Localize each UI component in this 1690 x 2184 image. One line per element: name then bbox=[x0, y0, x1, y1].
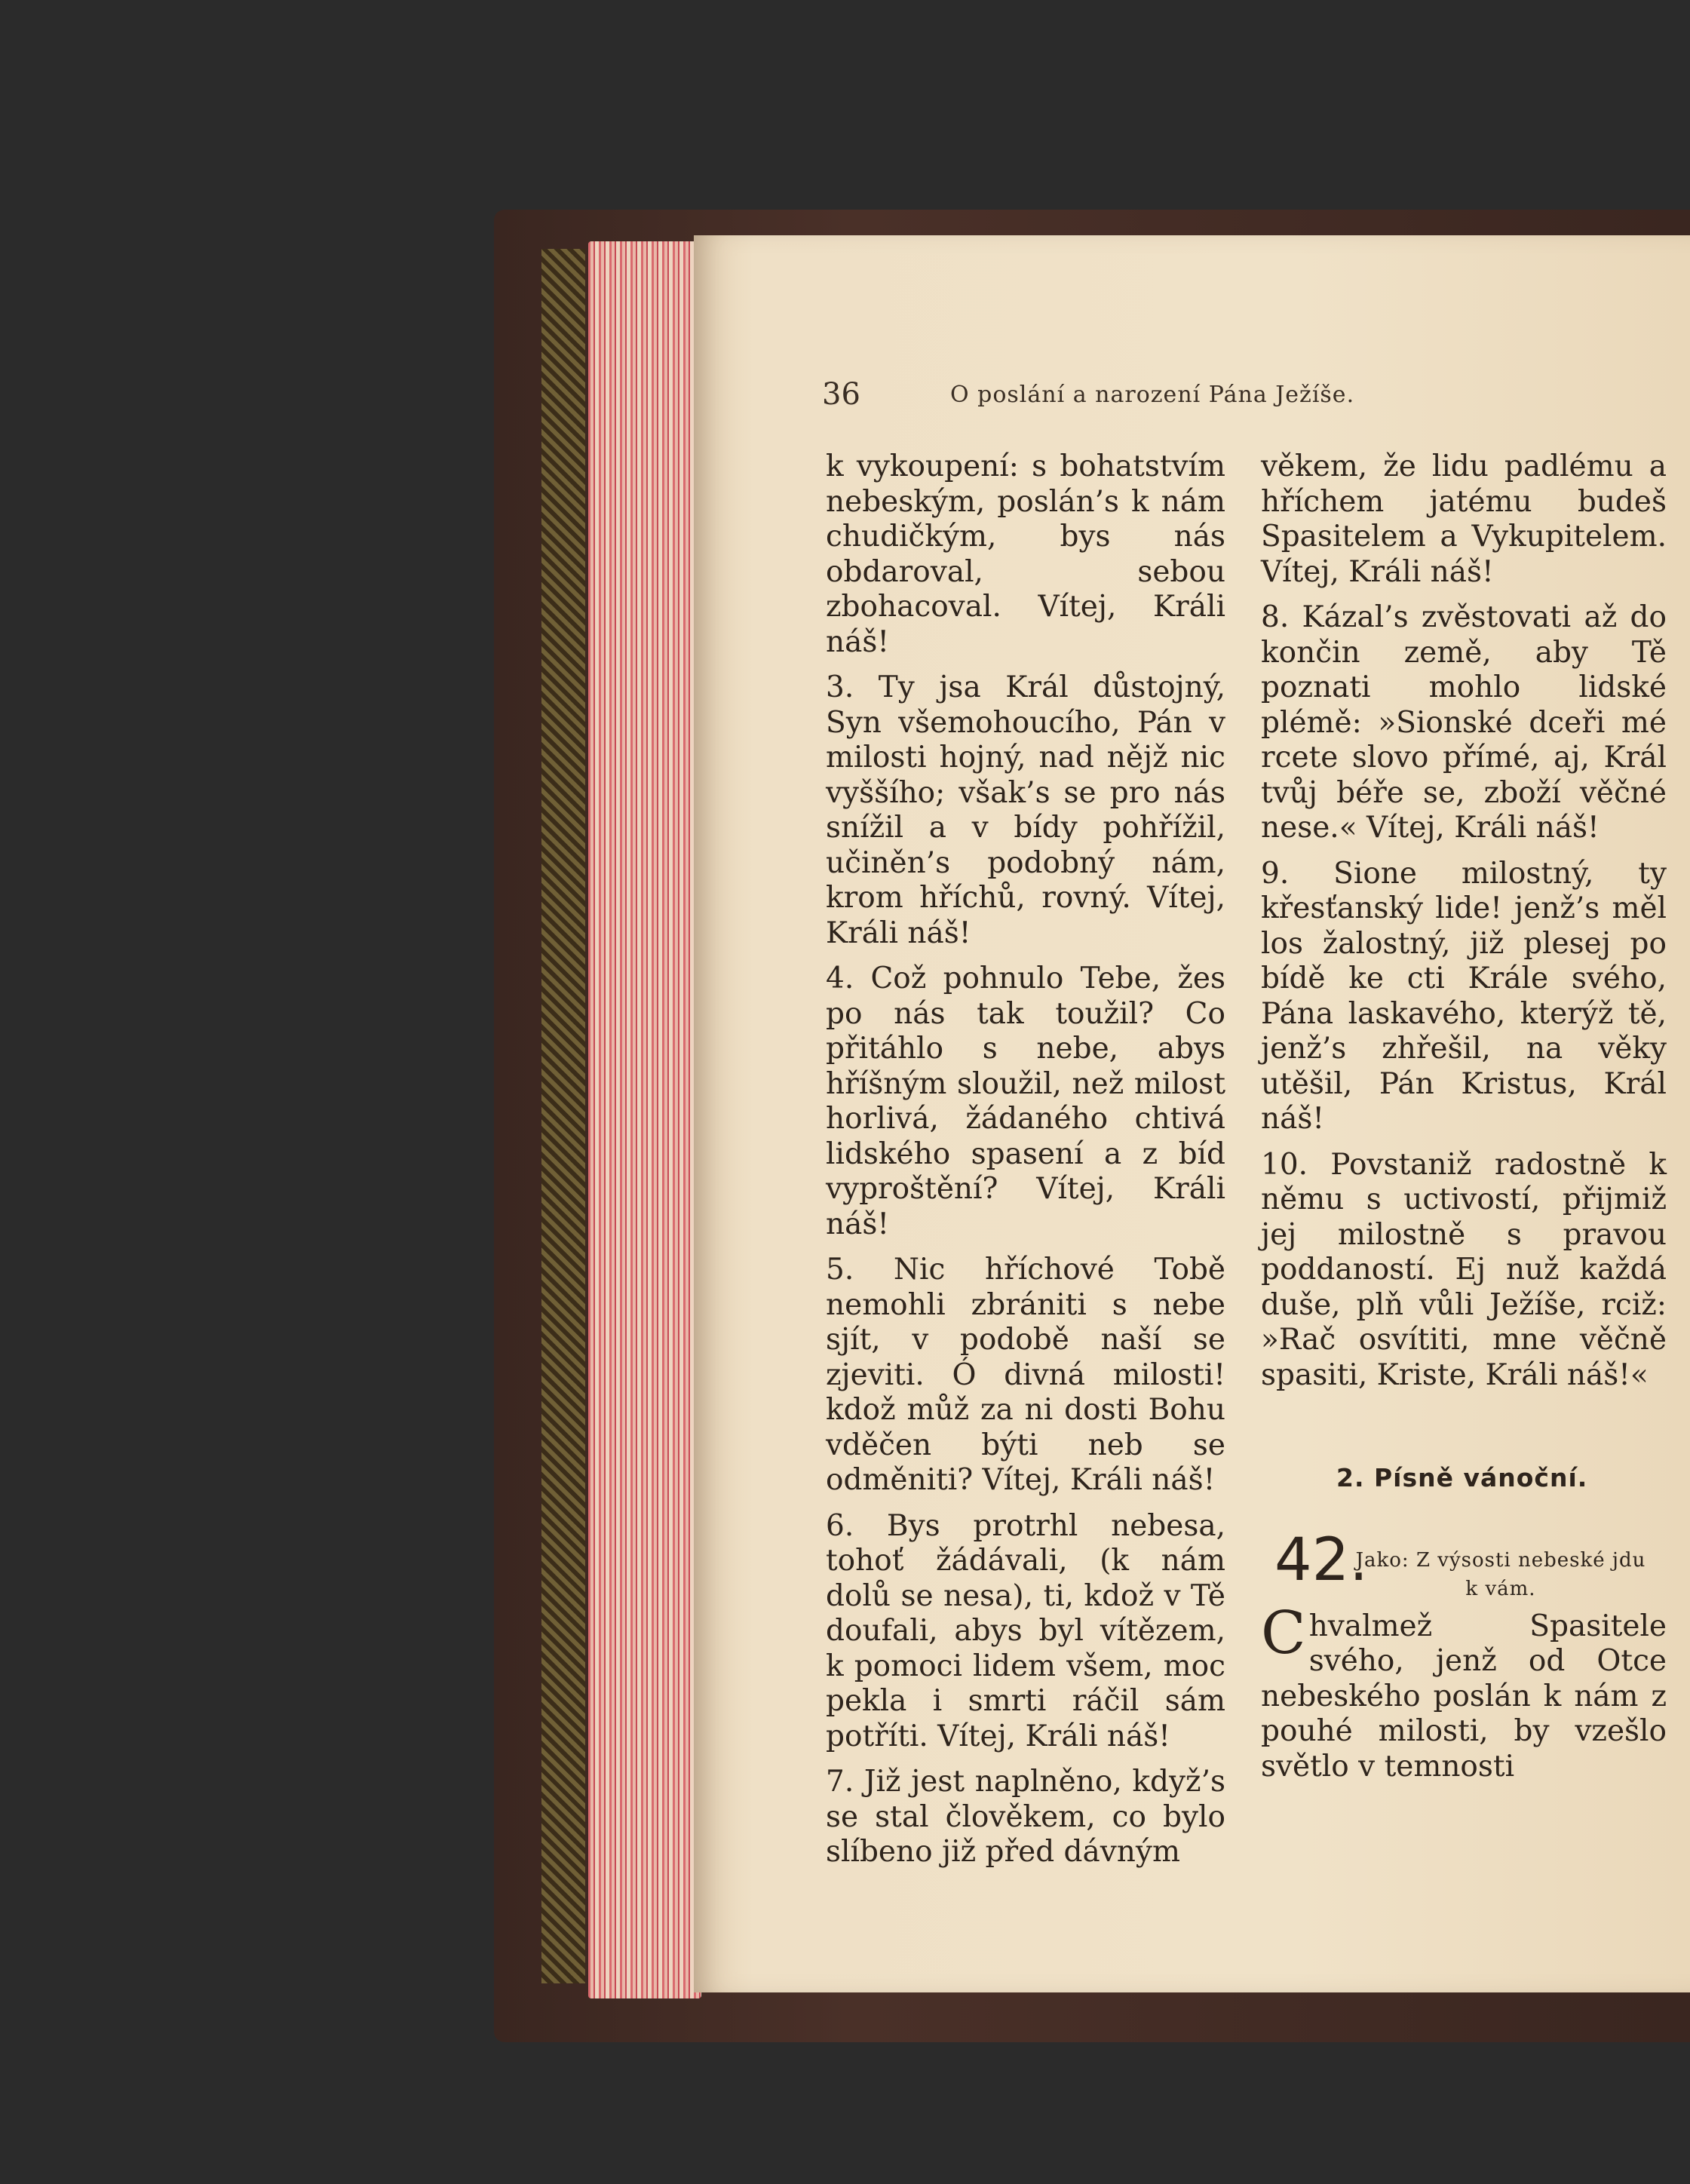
hymn-number: 42. bbox=[1274, 1526, 1369, 1594]
endpaper-pattern bbox=[541, 249, 585, 1983]
paragraph: k vykoupení: s bohatstvím nebeským, poslán’s k nám chudičkým, bys nás obdaroval, sebou zbohacoval. Vítej, Králi náš! bbox=[826, 449, 1225, 659]
drop-cap: C bbox=[1261, 1599, 1306, 1667]
section-heading: 2. Písně vánoční. bbox=[1336, 1463, 1588, 1492]
paragraph: věkem, že lidu padlému a hříchem jatému budeš Spasitelem a Vykupitelem. Vítej, Králi náš! bbox=[1261, 449, 1667, 589]
verse-5: 5. Nic hříchové Tobě nemohli zbrániti s nebe sjít, v podobě naší se zjeviti. Ó divná milosti! kdož můž za ni dosti Bohu vděčen býti neb se odměniti? Vítej, Králi náš! bbox=[826, 1253, 1225, 1497]
left-column bbox=[826, 449, 1225, 1881]
page-number: 36 bbox=[822, 377, 860, 412]
hymn-text bbox=[1261, 1599, 1667, 1785]
verse-9: 9. Sione milostný, ty křesťanský lide! jenž’s měl los žalostný, již plesej po bídě ke cti Krále svého, Pána laskavého, kterýž tě, jenž’s zhřešil, na věky utěšil, Pán Kristus, Král náš! bbox=[1261, 856, 1667, 1136]
running-head bbox=[822, 377, 1667, 422]
verse-4: 4. Což pohnulo Tebe, žes po nás tak toužil? Co přitáhlo s nebe, abys hříšným sloužil, než milost horlivá, žádaného chtivá lidského spasení a z bíd vyproštění? Vítej, Králi náš! bbox=[826, 962, 1225, 1241]
verse-10: 10. Povstaniž radostně k němu s uctivostí, přijmiž jej milostně s pravou poddaností. Ej nuž každá duše, plň vůli Ježíše, rciž: »Rač osvítiti, mne věčně spasiti, Kriste, Králi náš!« bbox=[1261, 1147, 1667, 1392]
right-column bbox=[1261, 449, 1667, 1795]
page-edges bbox=[588, 241, 701, 1998]
verse-3: 3. Ty jsa Král důstojný, Syn všemohoucího, Pán v milosti hojný, nad nějž nic vyššího; však’s se pro nás snížil a v bídy pohřížil, učiněn’s podobný nám, krom hříchů, rovný. Vítej, Králi náš! bbox=[826, 670, 1225, 950]
verse-6: 6. Bys protrhl nebesa, tohoť žádávali, (k nám dolů se nesa), ti, kdož v Tě doufali, abys byl vítězem, k pomoci lidem všem, moc pekla i smrti ráčil sám potříti. Vítej, Králi náš! bbox=[826, 1508, 1225, 1753]
hymn-header bbox=[1261, 1526, 1667, 1609]
hymn-melody: Jako: Z výsosti nebeské jdu k vám. bbox=[1355, 1548, 1646, 1600]
hymn-text-body: hvalmež Spasitele svého, jenž od Otce nebeského poslán k nám z pouhé milosti, by vzešlo světlo v temnosti bbox=[1261, 1609, 1667, 1784]
page-title: O poslání a narození Pána Ježíše. bbox=[950, 382, 1355, 408]
verse-7: 7. Již jest naplněno, když’s se stal člověkem, co bylo slíbeno již před dávným bbox=[826, 1765, 1225, 1869]
verse-8: 8. Kázal’s zvěstovati až do končin země, aby Tě poznati mohlo lidské plémě: »Sionské dceři mé rcete slovo přímé, aj, Král tvůj béře se, zboží věčné nese.« Vítej, Králi náš! bbox=[1261, 600, 1667, 845]
